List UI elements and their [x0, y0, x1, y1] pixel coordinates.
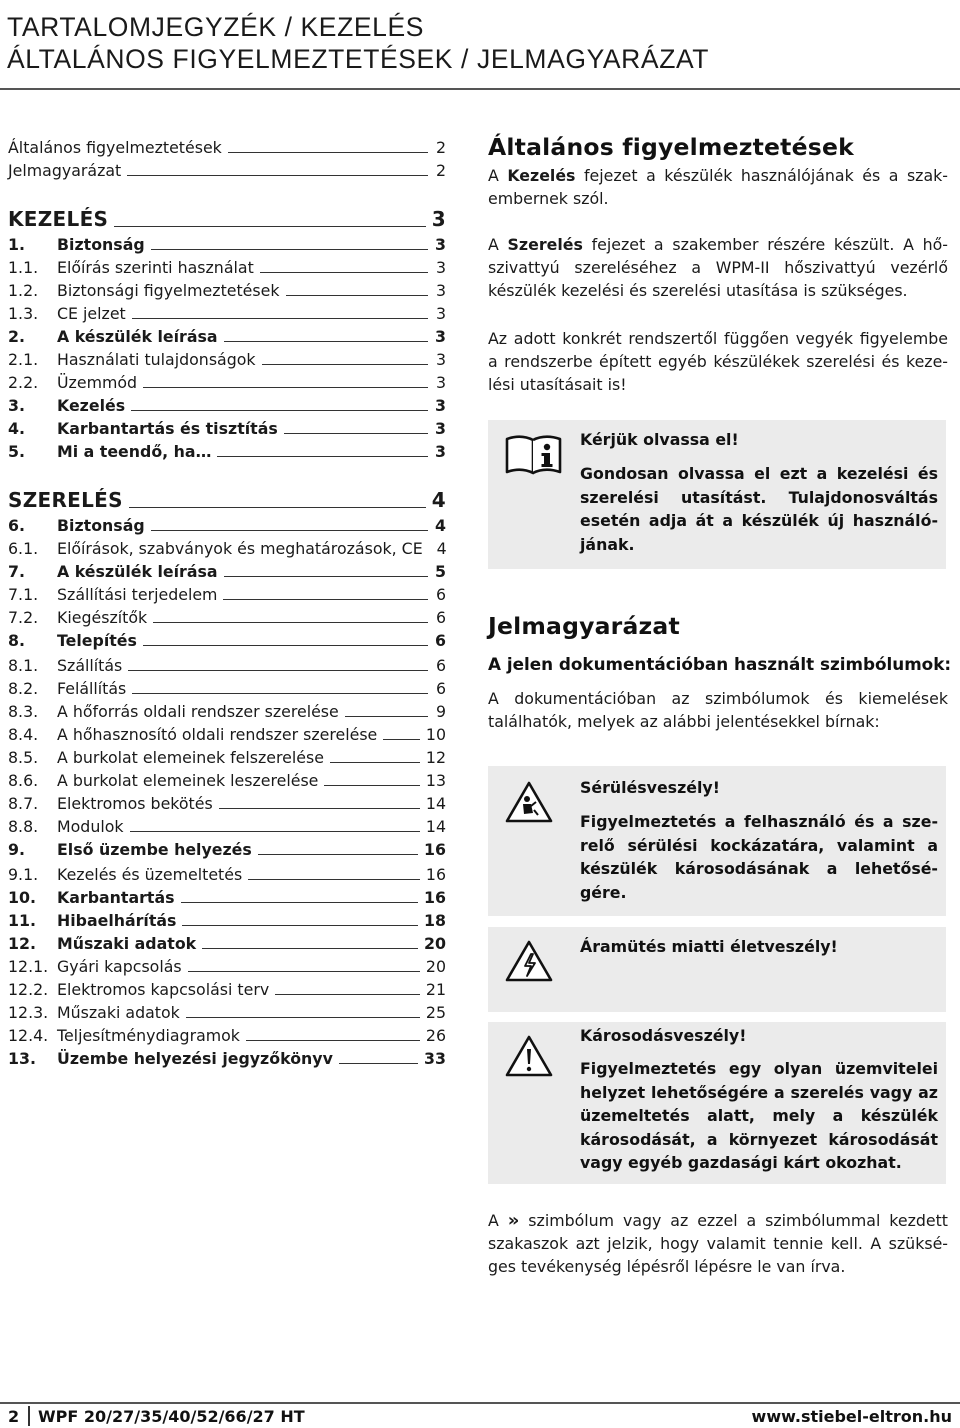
- toc-entry-number: 8.8.: [8, 817, 39, 836]
- toc-entry-number: 12.2.: [8, 980, 49, 999]
- toc-entry-page: 3: [431, 207, 446, 231]
- toc-entry: [8, 675, 446, 698]
- toc-entry-number: 9.1.: [8, 865, 39, 884]
- toc-section-heading: [8, 484, 446, 512]
- toc-entry-page: 13: [425, 771, 446, 790]
- toc-entry-page: 18: [424, 911, 446, 930]
- toc-entry-number: 2.1.: [8, 350, 39, 369]
- toc-entry-page: 25: [425, 1003, 446, 1022]
- toc-entry-page: 33: [424, 1049, 446, 1068]
- read-instructions-box: [488, 420, 946, 569]
- toc-entry: [8, 1045, 446, 1068]
- toc-entry-page: 26: [425, 1026, 446, 1045]
- toc-entry-title: A készülék leírása: [57, 562, 218, 581]
- toc-entry-number: 2.: [8, 327, 25, 346]
- damage-hazard-box: [488, 1022, 946, 1184]
- toc-entry-title: A hőhasznosító oldali rendszer szerelése: [57, 725, 378, 744]
- toc-section-heading: [8, 203, 446, 231]
- toc-entry-title: Szállítási terjedelem: [57, 585, 218, 604]
- toc-entry: [8, 581, 446, 604]
- toc-entry-title: Karbantartás: [57, 888, 175, 907]
- toc-leader-line: [181, 902, 418, 903]
- toc-leader-line: [151, 249, 428, 250]
- toc-entry-title: Telepítés: [57, 631, 137, 650]
- toc-leader-line: [132, 318, 428, 319]
- toc-leader-line: [258, 854, 418, 855]
- toc-entry: [8, 976, 446, 999]
- toc-entry-number: 12.3.: [8, 1003, 49, 1022]
- toc-entry-number: 1.1.: [8, 258, 39, 277]
- toc-leader-line: [324, 785, 420, 786]
- toc-entry: [8, 438, 446, 461]
- toc-entry-page: 3: [435, 442, 446, 461]
- toc-entry-title: Gyári kapcsolás: [57, 957, 182, 976]
- toc-entry-number: 8.6.: [8, 771, 39, 790]
- toc-entry-page: 3: [435, 281, 446, 300]
- toc-entry: [8, 512, 446, 535]
- injury-hazard-text: Figyelmeztetés a felhasználó és a sze-relő sérülési kockázatára, valamint a készülék károsodásának a lehetősé-gére.: [580, 812, 938, 902]
- general-paragraph-3: Az adott konkrét rendszertől függően vegyék figyelembe a rendszerbe épített egyéb készülékek szerelési és keze-lési utasításait is!: [488, 329, 948, 394]
- page-header: [7, 10, 957, 76]
- toc-entry-number: 7.1.: [8, 585, 39, 604]
- toc-leader-line: [182, 925, 418, 926]
- toc-entry-page: 16: [425, 865, 446, 884]
- toc-entry: [8, 836, 446, 859]
- toc-entry-number: 6.1.: [8, 539, 39, 558]
- toc-entry-title: A készülék leírása: [57, 327, 218, 346]
- toc-leader-line: [330, 762, 420, 763]
- toc-leader-line: [202, 948, 418, 949]
- toc-entry: [8, 953, 446, 976]
- toc-entry-page: 4: [436, 539, 447, 558]
- toc-entry: [8, 744, 446, 767]
- toc-entry-number: 6.: [8, 516, 25, 535]
- footer-model: WPF 20/27/35/40/52/66/27 HT: [38, 1407, 305, 1426]
- footer-website: www.stiebel-eltron.hu: [751, 1407, 952, 1426]
- action-arrow-symbol: »: [507, 1210, 520, 1231]
- toc-entry: [8, 346, 446, 369]
- toc-leader-line: [228, 152, 428, 153]
- toc-entry-title: Üzembe helyezési jegyzőkönyv: [57, 1049, 333, 1068]
- toc-entry-page: 16: [424, 840, 446, 859]
- electric-shock-icon: [504, 939, 554, 987]
- toc-entry: [8, 627, 446, 650]
- toc-entry-title: Műszaki adatok: [57, 934, 197, 953]
- toc-entry-page: 6: [435, 608, 446, 627]
- toc-entry-title: Kiegészítők: [57, 608, 148, 627]
- toc-entry-number: 5.: [8, 442, 25, 461]
- toc-entry-page: 21: [425, 980, 446, 999]
- toc-entry-title: Felállítás: [57, 679, 127, 698]
- toc-leader-line: [246, 1040, 420, 1041]
- toc-leader-line: [286, 295, 429, 296]
- toc-entry: [8, 369, 446, 392]
- toc-entry: [8, 134, 446, 157]
- action-symbol-paragraph: A » szimbólum vagy az ezzel a szimbólummal kezdett szakaszok azt jelzik, hogy valamit tennie kell. A szüksé-ges tevékenység lépésről lépésre le van írva.: [488, 1210, 948, 1276]
- toc-entry-page: 3: [435, 350, 446, 369]
- electric-shock-title: Áramütés miatti életveszély!: [580, 937, 838, 956]
- toc-leader-line: [383, 739, 420, 740]
- toc-entry-page: 10: [425, 725, 446, 744]
- toc-entry-title: Elektromos bekötés: [57, 794, 213, 813]
- toc-entry-title: Általános figyelmeztetések: [8, 138, 222, 157]
- footer-page-number: 2: [8, 1407, 20, 1426]
- toc-entry-title: Biztonsági figyelmeztetések: [57, 281, 280, 300]
- toc-entry-number: 1.2.: [8, 281, 39, 300]
- toc-entry-title: SZERELÉS: [8, 488, 123, 512]
- toc-leader-line: [262, 364, 428, 365]
- toc-entry-number: 1.: [8, 235, 25, 254]
- injury-warning-icon: [504, 780, 554, 828]
- general-paragraph-2: A Szerelés fejezet a szakember részére készült. A hő-szivattyú szereléséhez a WPM-II hőszivattyú vezérlő készülék kezelési és szerelési utasítása is szükséges.: [488, 235, 949, 300]
- header-line-2: ÁLTALÁNOS FIGYELMEZTETÉSEK / JELMAGYARÁZAT: [7, 44, 710, 74]
- read-instructions-text: Gondosan olvassa el ezt a kezelési és szerelési utasítást. Tulajdonosváltás esetén adja át a készülék új használó-jának.: [580, 464, 938, 554]
- toc-entry-number: 8.1.: [8, 656, 39, 675]
- toc-entry-title: Műszaki adatok: [57, 1003, 180, 1022]
- toc-entry-number: 12.1.: [8, 957, 49, 976]
- toc-entry-number: 8.2.: [8, 679, 39, 698]
- toc-entry-title: KEZELÉS: [8, 207, 109, 231]
- toc-leader-line: [188, 971, 420, 972]
- toc-entry-title: Modulok: [57, 817, 124, 836]
- toc-entry: [8, 157, 446, 180]
- toc-entry-title: Hibaelhárítás: [57, 911, 177, 930]
- toc-entry-number: 8.: [8, 631, 25, 650]
- toc-entry: [8, 698, 446, 721]
- legend-heading: Jelmagyarázat: [488, 612, 680, 640]
- toc-entry-number: 9.: [8, 840, 25, 859]
- general-paragraph-1: A Kezelés fejezet a készülék használójának és a szak-embernek szól.: [488, 166, 948, 208]
- info-book-icon: [504, 432, 564, 482]
- toc-leader-line: [128, 670, 428, 671]
- toc-leader-line: [339, 1063, 418, 1064]
- toc-entry-page: 6: [435, 656, 446, 675]
- toc-entry-title: Előírás szerinti használat: [57, 258, 254, 277]
- toc-entry-number: 12.4.: [8, 1026, 49, 1045]
- toc-entry-title: A burkolat elemeinek leszerelése: [57, 771, 319, 790]
- toc-leader-line: [345, 716, 428, 717]
- legend-subheading: A jelen dokumentációban használt szimbólumok:: [488, 654, 952, 674]
- toc-entry-title: Üzemmód: [57, 373, 138, 392]
- toc-entry-number: 12.: [8, 934, 36, 953]
- toc-entry: [8, 813, 446, 836]
- toc-entry: [8, 767, 446, 790]
- toc-entry: [8, 999, 446, 1022]
- injury-hazard-title: Sérülésveszély!: [580, 778, 720, 797]
- toc-entry-page: 14: [425, 817, 446, 836]
- toc-entry: [8, 652, 446, 675]
- toc-entry-page: 3: [435, 304, 446, 323]
- toc-entry-number: 10.: [8, 888, 36, 907]
- toc-entry: [8, 884, 446, 907]
- toc-entry-page: 12: [425, 748, 446, 767]
- electric-shock-box: [488, 927, 946, 1012]
- toc-leader-line: [260, 272, 428, 273]
- toc-entry: [8, 392, 446, 415]
- toc-entry-title: Biztonság: [57, 516, 145, 535]
- header-line-1: TARTALOMJEGYZÉK / KEZELÉS: [7, 12, 425, 42]
- toc-entry-title: Használati tulajdonságok: [57, 350, 256, 369]
- toc-leader-line: [129, 507, 426, 508]
- toc-entry: [8, 231, 446, 254]
- toc-leader-line: [130, 831, 420, 832]
- legend-intro: A dokumentációban az szimbólumok és kiemelések találhatók, melyek az alábbi jelentésekkel bírnak:: [488, 689, 948, 731]
- toc-entry-title: Elektromos kapcsolási terv: [57, 980, 270, 999]
- toc-entry: [8, 300, 446, 323]
- toc-entry-number: 8.3.: [8, 702, 39, 721]
- toc-entry-title: Kezelés: [57, 396, 126, 415]
- toc-entry-number: 3.: [8, 396, 25, 415]
- toc-entry-number: 8.5.: [8, 748, 39, 767]
- toc-leader-line: [132, 693, 428, 694]
- toc-entry-title: A hőforrás oldali rendszer szerelése: [57, 702, 339, 721]
- toc-leader-line: [143, 387, 428, 388]
- toc-entry-title: Szállítás: [57, 656, 123, 675]
- toc-entry-title: Karbantartás és tisztítás: [57, 419, 278, 438]
- toc-entry-title: Teljesítménydiagramok: [57, 1026, 240, 1045]
- toc-entry-number: 8.7.: [8, 794, 39, 813]
- toc-entry: [8, 861, 446, 884]
- toc-entry-page: 14: [425, 794, 446, 813]
- toc-entry: [8, 790, 446, 813]
- toc-entry-page: 3: [435, 373, 446, 392]
- toc-entry: [8, 277, 446, 300]
- toc-entry-title: Jelmagyarázat: [8, 161, 122, 180]
- toc-entry-page: 6: [435, 585, 446, 604]
- toc-entry-page: 3: [435, 396, 446, 415]
- toc-entry-number: 8.4.: [8, 725, 39, 744]
- toc-entry-title: Első üzembe helyezés: [57, 840, 252, 859]
- toc-leader-line: [151, 530, 428, 531]
- toc-entry: [8, 907, 446, 930]
- toc-entry: [8, 558, 446, 581]
- toc-entry-title: A burkolat elemeinek felszerelése: [57, 748, 324, 767]
- toc-leader-line: [223, 599, 428, 600]
- toc-leader-line: [224, 341, 428, 342]
- toc-entry-number: 2.2.: [8, 373, 39, 392]
- toc-entry-title: Kezelés és üzemeltetés: [57, 865, 243, 884]
- toc-entry-page: 3: [435, 419, 446, 438]
- exclamation-warning-icon: [504, 1034, 554, 1082]
- toc-leader-line: [186, 1017, 420, 1018]
- toc-entry: [8, 604, 446, 627]
- toc-entry-title: Mi a teendő, ha…: [57, 442, 212, 461]
- toc-leader-line: [131, 410, 428, 411]
- toc-leader-line: [219, 808, 420, 809]
- damage-hazard-title: Károsodásveszély!: [580, 1026, 747, 1045]
- toc-entry-page: 3: [435, 235, 446, 254]
- toc-entry-page: 3: [435, 258, 446, 277]
- toc-entry: [8, 535, 446, 558]
- toc-entry: [8, 721, 446, 744]
- toc-entry-title: CE jelzet: [57, 304, 126, 323]
- toc-leader-line: [248, 879, 420, 880]
- toc-entry-page: 4: [435, 516, 446, 535]
- header-rule: [0, 88, 960, 90]
- toc-leader-line: [114, 226, 426, 227]
- damage-hazard-text: Figyelmeztetés egy olyan üzemvitelei helyzet lehetőségére a szerelés vagy az üzemeltetés alatt, mely a készülék károsodását, a környezet károsodását vagy egyéb gazdasági kárt okozhat.: [580, 1059, 938, 1172]
- read-instructions-title: Kérjük olvassa el!: [580, 430, 739, 449]
- toc-leader-line: [275, 994, 420, 995]
- toc-leader-line: [143, 645, 428, 646]
- toc-entry-page: 6: [435, 679, 446, 698]
- toc-entry-number: 11.: [8, 911, 36, 930]
- footer-separator: [28, 1406, 30, 1426]
- general-warnings-heading: Általános figyelmeztetések: [488, 133, 854, 161]
- toc-leader-line: [217, 456, 428, 457]
- toc-leader-line: [127, 175, 428, 176]
- toc-entry-page: 20: [425, 957, 446, 976]
- toc-entry-title: Biztonság: [57, 235, 145, 254]
- toc-entry-title: Előírások, szabványok és meghatározások, CE: [57, 539, 423, 558]
- toc-leader-line: [284, 433, 428, 434]
- footer-rule: [0, 1402, 960, 1404]
- toc-entry-page: 2: [435, 138, 446, 157]
- toc-entry-page: 4: [431, 488, 446, 512]
- toc-leader-line: [224, 576, 428, 577]
- toc-entry: [8, 930, 446, 953]
- toc-entry-number: 4.: [8, 419, 25, 438]
- toc-entry-number: 7.: [8, 562, 25, 581]
- toc-entry: [8, 254, 446, 277]
- toc-entry: [8, 323, 446, 346]
- toc-entry-page: 9: [435, 702, 446, 721]
- toc-entry-page: 20: [424, 934, 446, 953]
- toc-entry-number: 13.: [8, 1049, 36, 1068]
- toc-entry-page: 6: [435, 631, 446, 650]
- toc-entry-page: 2: [435, 161, 446, 180]
- toc-entry-page: 3: [435, 327, 446, 346]
- toc-entry-page: 16: [424, 888, 446, 907]
- toc-entry: [8, 1022, 446, 1045]
- toc-entry-number: 7.2.: [8, 608, 39, 627]
- toc-entry-page: 5: [435, 562, 446, 581]
- toc-entry: [8, 415, 446, 438]
- toc-entry-number: 1.3.: [8, 304, 39, 323]
- injury-hazard-box: [488, 766, 946, 916]
- toc-leader-line: [153, 622, 428, 623]
